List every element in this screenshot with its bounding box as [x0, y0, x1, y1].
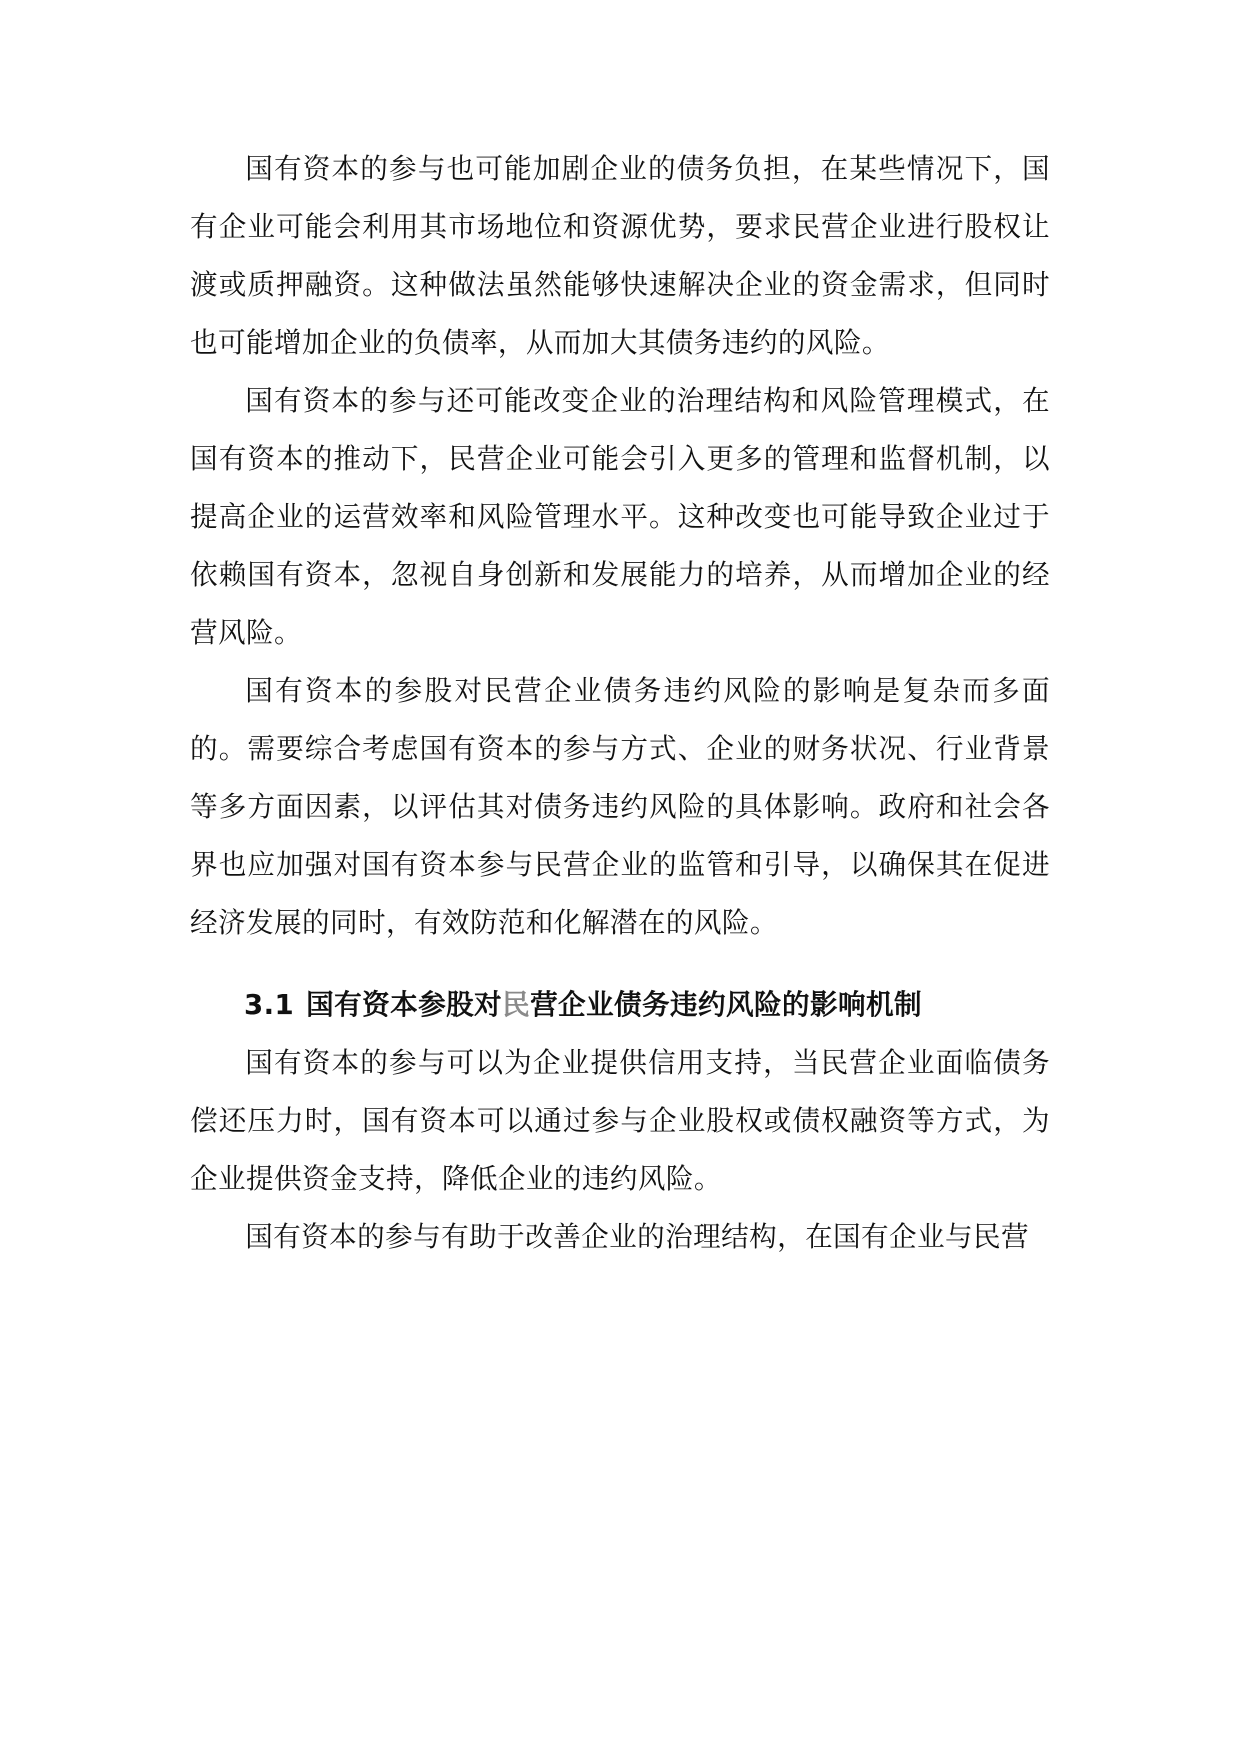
section-number: 3.1: [244, 988, 295, 1021]
section-title-faded-char: 民: [502, 988, 531, 1021]
paragraph: 国有资本的参与也可能加剧企业的债务负担，在某些情况下，国有企业可能会利用其市场地位和资源优势，要求民营企业进行股权让渡或质押融资。这种做法虽然能够快速解决企业的资金需求，但同时也可能增加企业的负债率，从而加大其债务违约的风险。: [190, 152, 1050, 359]
paragraph: 国有资本的参与有助于改善企业的治理结构，在国有企业与民营: [245, 1220, 1030, 1253]
paragraph: 国有资本的参与还可能改变企业的治理结构和风险管理模式，在国有资本的推动下，民营企业可能会引入更多的管理和监督机制，以提高企业的运营效率和风险管理水平。这种改变也可能导致企业过于依赖国有资本，忽视自身创新和发展能力的培养，从而增加企业的经营风险。: [190, 384, 1050, 649]
paragraph: 国有资本的参股对民营企业债务违约风险的影响是复杂而多面的。需要综合考虑国有资本的参与方式、企业的财务状况、行业背景等多方面因素，以评估其对债务违约风险的具体影响。政府和社会各界也应加强对国有资本参与民营企业的监管和引导，以确保其在促进经济发展的同时，有效防范和化解潜在的风险。: [190, 674, 1050, 939]
document-body: [190, 140, 1050, 1266]
paragraph: 国有资本的参与可以为企业提供信用支持，当民营企业面临债务偿还压力时，国有资本可以通过参与企业股权或债权融资等方式，为企业提供资金支持，降低企业的违约风险。: [190, 1046, 1050, 1195]
section-heading: [190, 976, 1050, 1034]
section-title-part1: 国有资本参股对: [306, 988, 503, 1021]
section-title-part2: 营企业债务违约风险的影响机制: [530, 988, 922, 1021]
